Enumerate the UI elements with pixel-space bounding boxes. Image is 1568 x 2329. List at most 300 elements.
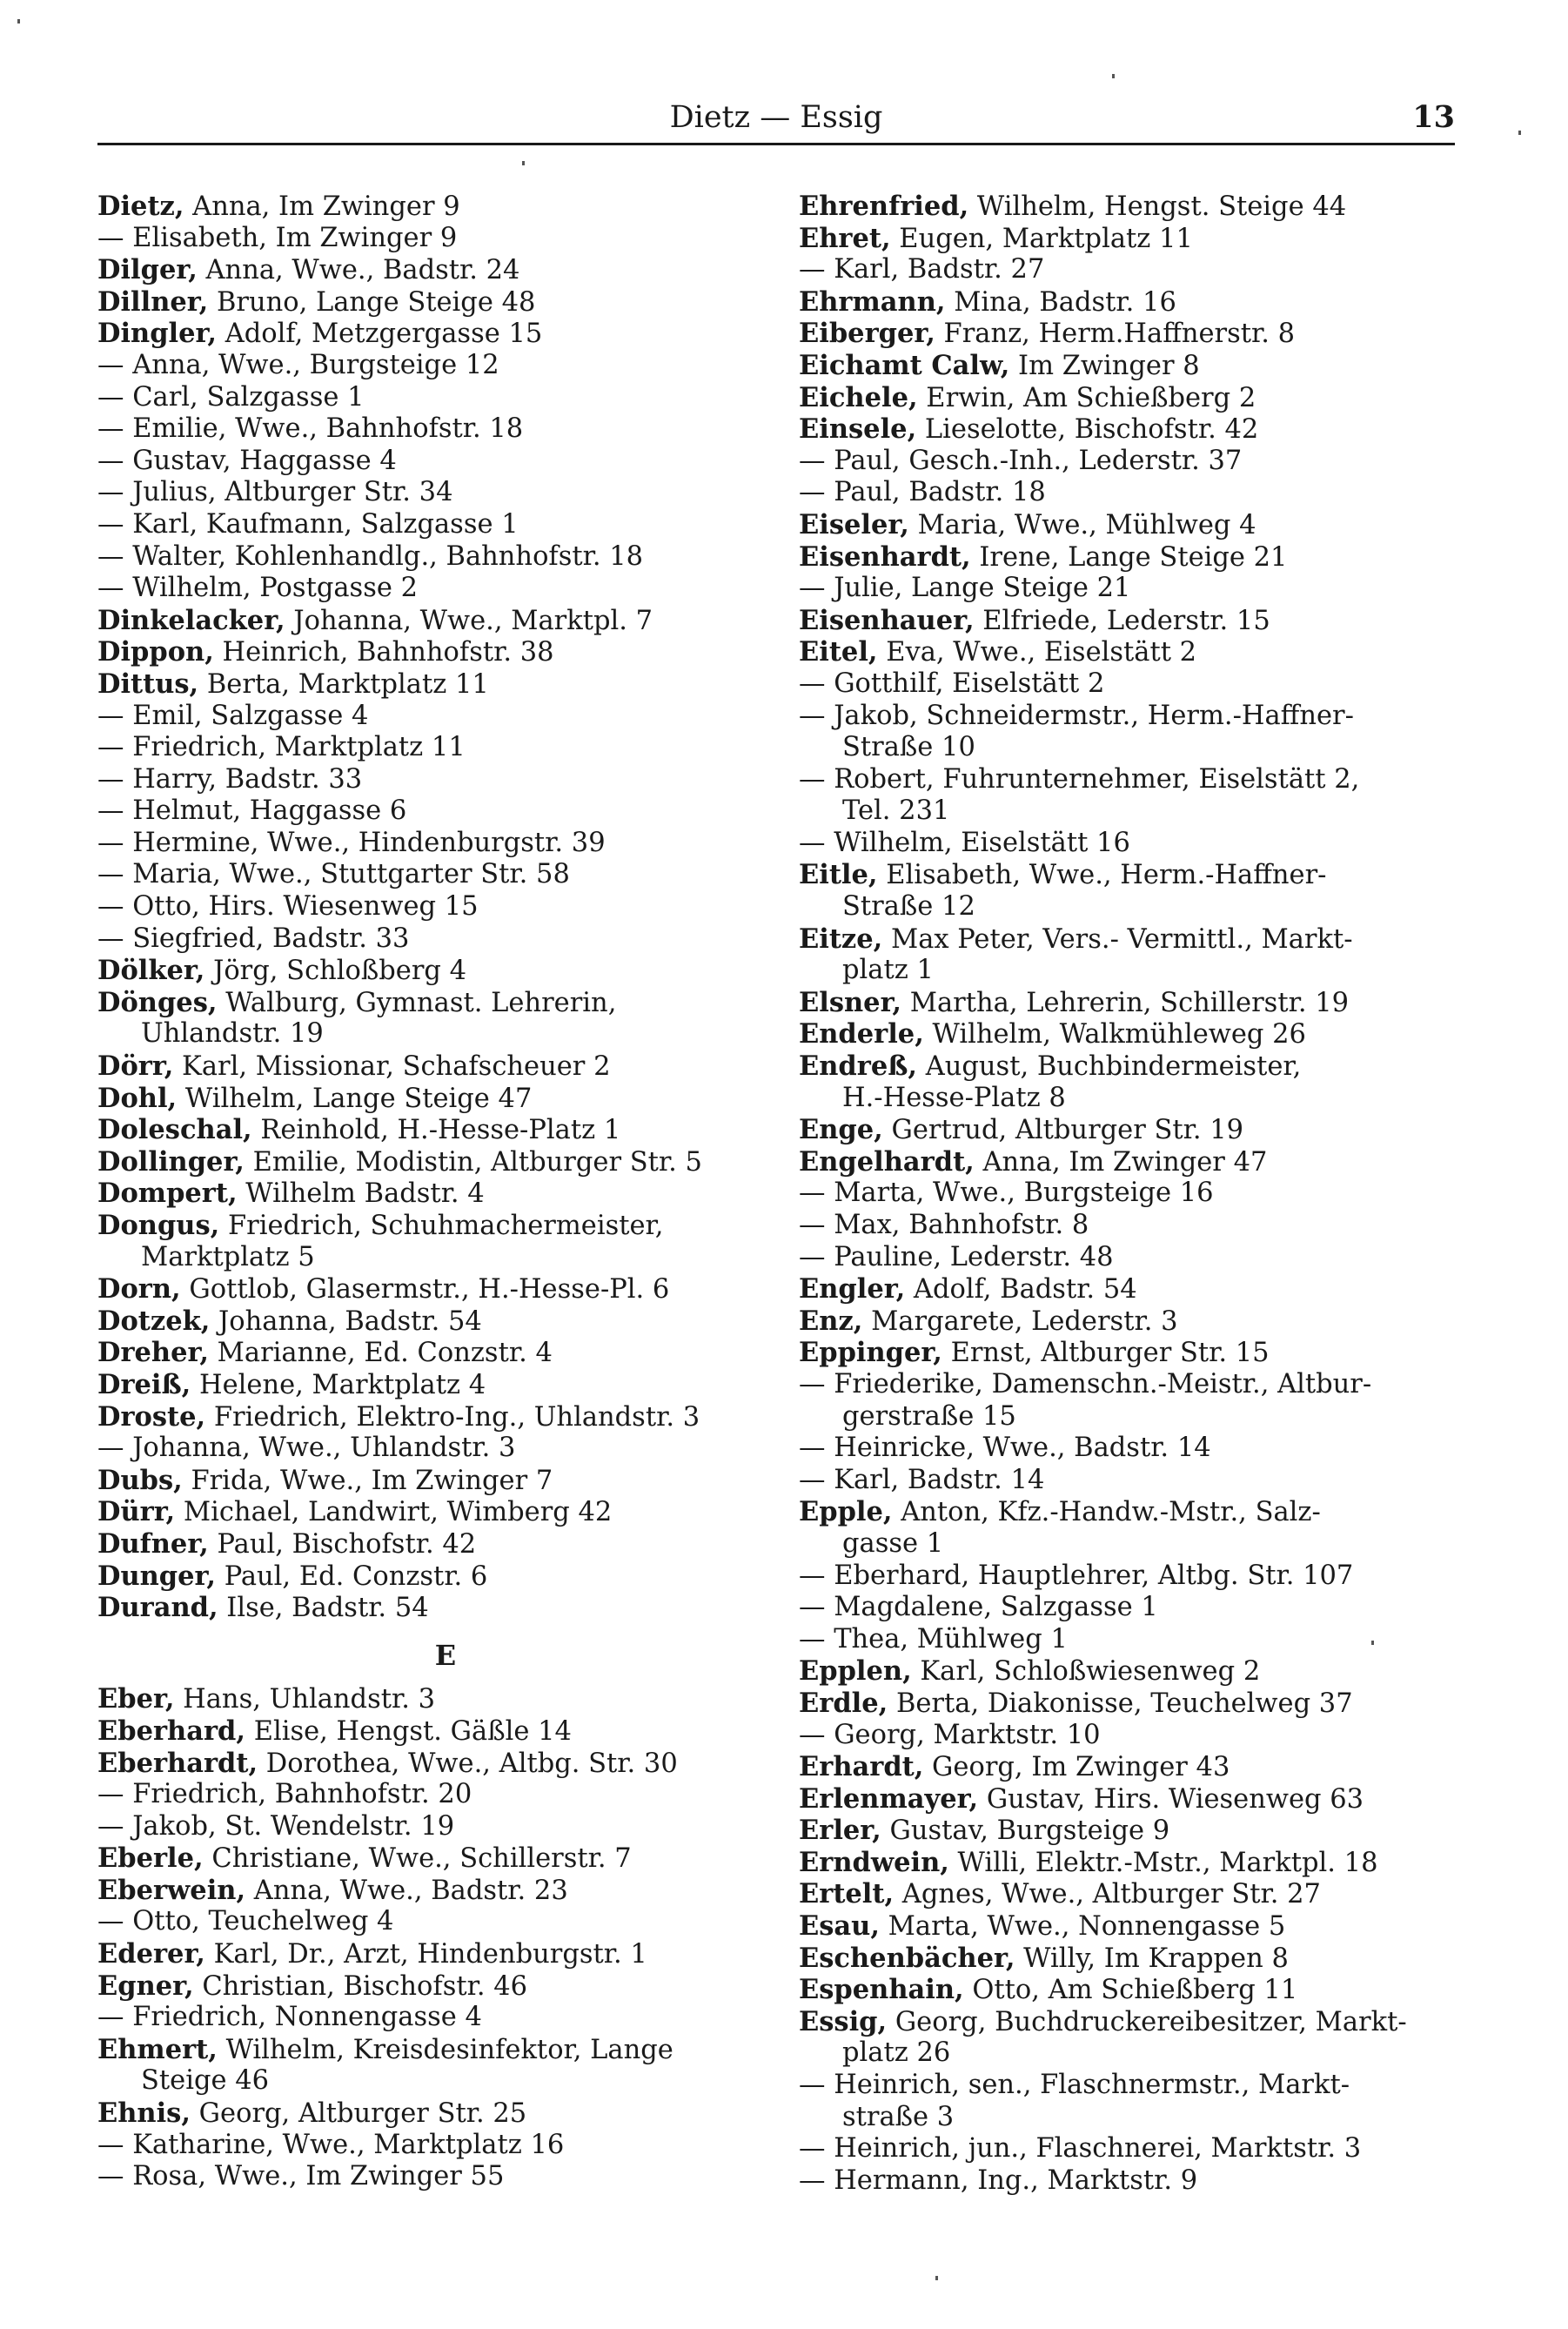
directory-entry-line (97, 955, 794, 987)
entry-details: — Heinrich, jun., Flaschnerei, Marktstr. 3 (799, 2133, 1362, 2165)
scan-speck (935, 2276, 938, 2280)
entry-surname: Dreiß, (97, 1368, 191, 1400)
entry-details: — Wilhelm, Eiselstätt 16 (799, 827, 1130, 858)
entry-details: — Karl, Badstr. 14 (799, 1464, 1045, 1495)
directory-entry-line (97, 701, 794, 733)
entry-details: — Gustav, Haggasse 4 (97, 445, 397, 476)
entry-details: Paul, Ed. Conzstr. 6 (216, 1560, 488, 1592)
entry-details: — Maria, Wwe., Stuttgarter Str. 58 (97, 859, 570, 890)
directory-entry-line (97, 573, 794, 605)
directory-entry-line (97, 2130, 794, 2162)
directory-entry-line (799, 2165, 1462, 2198)
entry-details: Christian, Bischofstr. 46 (193, 1970, 528, 2002)
entry-details: — Thea, Mühlweg 1 (799, 1623, 1068, 1654)
entry-surname: Eppinger, (799, 1337, 942, 1369)
entry-details: Frida, Wwe., Im Zwinger 7 (182, 1465, 553, 1496)
entry-details: — Gotthilf, Eiselstätt 2 (799, 668, 1105, 699)
directory-entry-line (97, 668, 794, 701)
entry-details: — Julie, Lange Steige 21 (799, 573, 1131, 604)
entry-surname: Droste, (97, 1400, 206, 1433)
entry-surname: Enz, (799, 1305, 863, 1337)
directory-entry-line (97, 1433, 794, 1465)
directory-entry-line (97, 987, 794, 1019)
right-column (799, 191, 1462, 2197)
directory-entry-line (799, 1751, 1462, 1783)
directory-entry-line (97, 477, 794, 509)
entry-details: — Wilhelm, Postgasse 2 (97, 573, 418, 604)
entry-details: — Harry, Badstr. 33 (97, 763, 363, 795)
directory-entry-line (799, 636, 1462, 668)
entry-details: — Georg, Marktstr. 10 (799, 1719, 1101, 1750)
directory-entry-line (799, 795, 1462, 828)
entry-details: — Helmut, Haggasse 6 (97, 795, 407, 827)
entry-surname: Eberhardt, (97, 1747, 258, 1779)
directory-entry-line (799, 1114, 1462, 1146)
entry-details: Marktplatz 5 (141, 1241, 315, 1272)
entry-details: Ilse, Badstr. 54 (218, 1593, 429, 1624)
directory-entry-line (799, 859, 1462, 891)
entry-surname: Eitle, (799, 859, 878, 891)
directory-entry-line (97, 1018, 794, 1050)
directory-entry-line (97, 1842, 794, 1875)
directory-entry-line (799, 1369, 1462, 1401)
directory-entry-line (97, 413, 794, 446)
directory-entry-line (799, 191, 1462, 223)
entry-details: — Anna, Wwe., Burgsteige 12 (97, 349, 499, 380)
directory-entry-line (97, 254, 794, 286)
entry-details: straße 3 (842, 2101, 955, 2132)
page-number: 13 (1412, 99, 1455, 135)
entry-details: Lieselotte, Bischofstr. 42 (916, 414, 1259, 446)
entry-surname: Erhardt, (799, 1751, 924, 1783)
entry-details: Wilhelm, Hengst. Steige 44 (968, 191, 1347, 222)
directory-entry-line (799, 732, 1462, 764)
scan-speck (1371, 1641, 1374, 1645)
entry-surname: Dufner, (97, 1527, 209, 1560)
directory-entry-line (799, 477, 1462, 509)
scan-speck (17, 19, 20, 23)
entry-surname: Eisenhardt, (799, 540, 971, 573)
directory-entry-line (97, 1970, 794, 2003)
entry-surname: Ehrmann, (799, 285, 946, 318)
directory-entry-line (97, 2097, 794, 2130)
entry-surname: Dönges, (97, 986, 218, 1018)
entry-surname: Dompert, (97, 1178, 238, 1210)
directory-entry-line (799, 1273, 1462, 1305)
directory-entry-line (799, 1528, 1462, 1560)
directory-entry-line (799, 350, 1462, 382)
entry-details: Christiane, Wwe., Schillerstr. 7 (203, 1843, 632, 1875)
entry-details: — Friedrich, Nonnengasse 4 (97, 2002, 482, 2033)
directory-entry-line (799, 1720, 1462, 1752)
entry-surname: Eberle, (97, 1842, 204, 1875)
entry-details: — Jakob, Schneidermstr., Herm.-Haffner- (799, 700, 1354, 731)
entry-surname: Eichamt Calw, (799, 349, 1010, 381)
entry-details: Georg, Altburger Str. 25 (190, 2098, 527, 2130)
entry-surname: Dohl, (97, 1082, 178, 1114)
entry-details: — Hermann, Ing., Marktstr. 9 (799, 2165, 1198, 2196)
entry-surname: Ehrenfried, (799, 191, 969, 222)
entry-surname: Erler, (799, 1815, 881, 1847)
directory-entry-line (799, 1560, 1462, 1593)
entry-details: Willi, Elektr.-Mstr., Marktpl. 18 (948, 1847, 1378, 1878)
entry-details: — Elisabeth, Im Zwinger 9 (97, 222, 458, 253)
directory-entry-line (799, 1974, 1462, 2006)
directory-entry-line (799, 223, 1462, 255)
entry-details: — Pauline, Lederstr. 48 (799, 1241, 1114, 1272)
directory-entry-line (97, 1683, 794, 1715)
directory-entry-line (799, 1624, 1462, 1656)
entry-details: — Heinrich, sen., Flaschnermstr., Markt- (799, 2070, 1350, 2101)
directory-entry-line (97, 1050, 794, 1083)
directory-entry-line (97, 1528, 794, 1560)
entry-surname: Eitze, (799, 923, 883, 955)
directory-entry-line (97, 1906, 794, 1938)
entry-details: Dorothea, Wwe., Altbg. Str. 30 (258, 1748, 678, 1779)
scan-speck (1112, 74, 1115, 78)
entry-details: Walburg, Gymnast. Lehrerin, (217, 987, 617, 1018)
entry-details: Jörg, Schloßberg 4 (204, 956, 467, 987)
entry-surname: Eiberger, (799, 318, 935, 350)
directory-entry-line (799, 1910, 1462, 1943)
entry-surname: Eber, (97, 1683, 175, 1715)
entry-details: Anna, Wwe., Badstr. 24 (197, 255, 520, 286)
directory-entry-line (799, 2006, 1462, 2038)
directory-entry-line (97, 1748, 794, 1780)
entry-details: Friedrich, Schuhmachermeister, (219, 1211, 664, 1241)
entry-surname: Eitel, (799, 636, 878, 668)
entry-surname: Dittus, (97, 668, 199, 700)
directory-entry-line (799, 1496, 1462, 1528)
directory-entry-line (799, 1465, 1462, 1497)
entry-details: — Friedrich, Bahnhofstr. 20 (97, 1779, 472, 1810)
directory-entry-line (97, 1465, 794, 1497)
entry-details: Maria, Wwe., Mühlweg 4 (908, 509, 1256, 540)
entry-details: — Emilie, Wwe., Bahnhofstr. 18 (97, 413, 524, 445)
directory-entry-line (799, 254, 1462, 286)
directory-entry-line (97, 1242, 794, 1274)
entry-details: Wilhelm Badstr. 4 (237, 1178, 485, 1210)
entry-surname: Essig, (799, 2005, 888, 2037)
entry-surname: Erlenmayer, (799, 1782, 979, 1815)
entry-surname: Dilger, (97, 254, 198, 286)
directory-entry-line (799, 1337, 1462, 1369)
directory-entry-line (799, 668, 1462, 701)
page-header (97, 94, 1455, 145)
entry-details: — Robert, Fuhrunternehmer, Eiselstätt 2, (799, 763, 1360, 795)
entry-details: Marta, Wwe., Nonnengasse 5 (879, 1911, 1286, 1943)
directory-entry-line (799, 541, 1462, 574)
entry-surname: Ehnis, (97, 2097, 191, 2130)
entry-details: Im Zwinger 8 (1009, 350, 1200, 381)
entry-details: Irene, Lange Steige 21 (970, 541, 1288, 573)
entry-surname: Epple, (799, 1496, 893, 1528)
directory-entry-line (97, 382, 794, 414)
entry-surname: Eichele, (799, 381, 918, 413)
entry-details: Tel. 231 (842, 795, 950, 827)
entry-details: Eugen, Marktplatz 11 (890, 223, 1193, 254)
entry-details: Gustav, Burgsteige 9 (881, 1816, 1170, 1847)
entry-surname: Dietz, (97, 191, 184, 222)
entry-details: Elise, Hengst. Gäßle 14 (245, 1715, 572, 1747)
entry-details: Uhlandstr. 19 (141, 1018, 324, 1050)
entry-surname: Eschenbächer, (799, 1942, 1015, 1974)
entry-surname: Dunger, (97, 1560, 216, 1592)
entry-surname: Espenhain, (799, 1974, 964, 2006)
entry-details: Anna, Wwe., Badstr. 23 (245, 1875, 568, 1906)
directory-entry-line (97, 1210, 794, 1242)
directory-entry-line (799, 891, 1462, 923)
entry-surname: Esau, (799, 1910, 880, 1943)
directory-entry-line (799, 2102, 1462, 2134)
directory-entry-line (97, 859, 794, 891)
entry-details: Heinrich, Bahnhofstr. 38 (213, 637, 554, 668)
directory-entry-line (799, 955, 1462, 987)
directory-entry-line (97, 795, 794, 828)
entry-details: Georg, Buchdruckereibesitzer, Markt- (887, 2006, 1407, 2037)
entry-details: Johanna, Wwe., Marktpl. 7 (285, 605, 653, 636)
entry-details: — Karl, Badstr. 27 (799, 254, 1045, 285)
entry-details: — Carl, Salzgasse 1 (97, 381, 365, 413)
entry-details: — Karl, Kaufmann, Salzgasse 1 (97, 508, 519, 540)
directory-entry-line (799, 573, 1462, 605)
directory-entry-line (97, 1592, 794, 1624)
directory-entry-line (97, 509, 794, 541)
entry-details: gerstraße 15 (842, 1400, 1016, 1432)
entry-surname: Ertelt, (799, 1878, 895, 1910)
entry-details: Straße 10 (842, 732, 975, 763)
directory-entry-line (97, 286, 794, 319)
directory-entry-line (97, 1496, 794, 1528)
directory-entry-line (799, 1783, 1462, 1816)
directory-entry-line (97, 2002, 794, 2034)
entry-details: — Katharine, Wwe., Marktplatz 16 (97, 2129, 565, 2160)
entry-details: Friedrich, Elektro-Ing., Uhlandstr. 3 (205, 1401, 700, 1433)
entry-surname: Dölker, (97, 955, 205, 987)
entry-details: Elfriede, Lederstr. 15 (974, 605, 1270, 636)
entry-details: — Paul, Gesch.-Inh., Lederstr. 37 (799, 445, 1243, 476)
entry-surname: Ehmert, (97, 2033, 218, 2065)
entry-details: gasse 1 (842, 1527, 944, 1559)
directory-entry-line (97, 636, 794, 668)
entry-details: E (434, 1638, 457, 1672)
entry-details: — Julius, Altburger Str. 34 (97, 477, 453, 508)
entry-details: Anna, Im Zwinger 47 (974, 1146, 1268, 1178)
directory-entry-line (97, 223, 794, 255)
entry-details: Adolf, Metzgergasse 15 (217, 319, 543, 350)
entry-details: — Eberhard, Hauptlehrer, Altbg. Str. 107 (799, 1560, 1354, 1591)
directory-entry-line (799, 1815, 1462, 1847)
entry-details: Emilie, Modistin, Altburger Str. 5 (244, 1146, 702, 1178)
entry-surname: Dreher, (97, 1337, 209, 1369)
entry-details: Anton, Kfz.-Handw.-Mstr., Salz- (892, 1497, 1321, 1528)
directory-entry-line (97, 1305, 794, 1338)
entry-details: platz 26 (842, 2037, 951, 2069)
directory-entry-line (799, 1592, 1462, 1624)
entry-details: Karl, Dr., Arzt, Hindenburgstr. 1 (204, 1939, 647, 1970)
entry-surname: Eberhard, (97, 1715, 245, 1747)
directory-entry-line (97, 923, 794, 956)
entry-details: Martha, Lehrerin, Schillerstr. 19 (901, 987, 1350, 1018)
entry-details: Michael, Landwirt, Wimberg 42 (175, 1497, 613, 1528)
entry-details: Marianne, Ed. Conzstr. 4 (208, 1338, 553, 1369)
entry-surname: Egner, (97, 1970, 194, 2002)
entry-details: Johanna, Badstr. 54 (210, 1305, 482, 1337)
directory-entry-line (97, 191, 794, 223)
entry-details: — Friederike, Damenschn.-Meistr., Altbur- (799, 1368, 1372, 1399)
directory-entry-line (97, 1146, 794, 1178)
directory-entry-line (799, 764, 1462, 796)
directory-entry-line (97, 1401, 794, 1433)
directory-entry-line (799, 1018, 1462, 1050)
entry-details: Berta, Diakonisse, Teuchelweg 37 (888, 1688, 1353, 1719)
entry-details: Steige 46 (141, 2065, 270, 2097)
entry-details: Bruno, Lange Steige 48 (208, 286, 536, 318)
entry-details: Franz, Herm.Haffnerstr. 8 (935, 319, 1296, 350)
entry-surname: Engelhardt, (799, 1145, 975, 1178)
directory-entry-line (799, 1401, 1462, 1433)
directory-entry-line (799, 2070, 1462, 2102)
entry-surname: Enderle, (799, 1018, 924, 1050)
directory-entry-line (97, 1178, 794, 1210)
directory-entry-line (799, 1083, 1462, 1115)
directory-entry-line (97, 2034, 794, 2066)
directory-entry-line (97, 1938, 794, 1970)
directory-entry-line (97, 2065, 794, 2097)
entry-surname: Dürr, (97, 1496, 176, 1528)
directory-entry-line (799, 2037, 1462, 2070)
entry-details: Adolf, Badstr. 54 (905, 1274, 1137, 1305)
entry-surname: Dotzek, (97, 1305, 211, 1337)
directory-entry-line (799, 286, 1462, 319)
directory-entry-line (97, 1560, 794, 1593)
entry-details: Mina, Badstr. 16 (945, 286, 1176, 318)
entry-surname: Dippon, (97, 636, 214, 668)
entry-surname: Dollinger, (97, 1145, 245, 1178)
directory-entry-line (97, 1337, 794, 1369)
directory-entry-line (799, 1847, 1462, 1879)
entry-details: — Emil, Salzgasse 4 (97, 700, 369, 731)
directory-entry-line (799, 701, 1462, 733)
entry-details: — Max, Bahnhofstr. 8 (799, 1210, 1089, 1240)
entry-details: — Johanna, Wwe., Uhlandstr. 3 (97, 1433, 516, 1464)
directory-entry-line (97, 1811, 794, 1843)
entry-details: Margarete, Lederstr. 3 (862, 1305, 1178, 1337)
entry-details: Wilhelm, Lange Steige 47 (177, 1083, 533, 1114)
entry-surname: Dorn, (97, 1273, 181, 1305)
entry-details: Eva, Wwe., Eiselstätt 2 (877, 637, 1197, 668)
directory-entry-line (799, 605, 1462, 637)
directory-entry-line (799, 923, 1462, 956)
entry-surname: Doleschal, (97, 1114, 252, 1146)
directory-entry-line (97, 1083, 794, 1115)
entry-surname: Enge, (799, 1114, 883, 1146)
entry-details: — Friedrich, Marktplatz 11 (97, 732, 466, 763)
directory-entry-line (97, 541, 794, 574)
directory-entry-line (97, 891, 794, 923)
entry-details: — Jakob, St. Wendelstr. 19 (97, 1810, 455, 1842)
directory-entry-line (799, 1655, 1462, 1688)
entry-details: Gertrud, Altburger Str. 19 (882, 1115, 1244, 1146)
entry-details: Georg, Im Zwinger 43 (923, 1752, 1230, 1783)
entry-surname: Erdle, (799, 1687, 888, 1719)
directory-entry-line (97, 828, 794, 860)
entry-details: — Siegfried, Badstr. 33 (97, 923, 410, 954)
directory-entry-line (799, 828, 1462, 860)
directory-entry-line (799, 1050, 1462, 1083)
directory-entry-line (97, 1273, 794, 1305)
entry-details: Anna, Im Zwinger 9 (184, 191, 460, 222)
entry-surname: Dongus, (97, 1210, 220, 1241)
entry-surname: Endreß, (799, 1050, 918, 1083)
entry-surname: Dörr, (97, 1050, 174, 1083)
directory-entry-line (97, 2161, 794, 2193)
directory-entry-line (799, 318, 1462, 350)
scan-speck (522, 161, 525, 165)
entry-details: — Marta, Wwe., Burgsteige 16 (799, 1178, 1214, 1209)
entry-surname: Dillner, (97, 285, 209, 318)
entry-details: Karl, Schloßwiesenweg 2 (911, 1656, 1261, 1688)
entry-details: — Rosa, Wwe., Im Zwinger 55 (97, 2161, 505, 2192)
entry-details: Gustav, Hirs. Wiesenweg 63 (978, 1783, 1364, 1815)
entry-details: platz 1 (842, 955, 934, 986)
directory-entry-line (97, 446, 794, 478)
entry-details: — Paul, Badstr. 18 (799, 477, 1046, 508)
entry-surname: Eiseler, (799, 508, 909, 540)
directory-entry-line (799, 1305, 1462, 1338)
section-letter (97, 1640, 794, 1672)
entry-details: H.-Hesse-Platz 8 (842, 1082, 1066, 1113)
entry-surname: Elsner, (799, 986, 902, 1018)
directory-entry-line (799, 509, 1462, 541)
entry-details: Wilhelm, Kreisdesinfektor, Lange (217, 2034, 673, 2065)
entry-details: — Hermine, Wwe., Hindenburgstr. 39 (97, 827, 606, 858)
entry-details: Hans, Uhlandstr. 3 (174, 1684, 436, 1715)
directory-entry-line (799, 987, 1462, 1019)
entry-surname: Eisenhauer, (799, 604, 975, 636)
directory-entry-line (97, 1715, 794, 1748)
directory-entry-line (97, 318, 794, 350)
directory-entry-line (799, 1178, 1462, 1210)
directory-entry-line (799, 1146, 1462, 1178)
directory-entry-line (97, 1369, 794, 1401)
directory-entry-line (799, 382, 1462, 414)
entry-details: Helene, Marktplatz 4 (191, 1369, 486, 1400)
directory-entry-line (97, 732, 794, 764)
directory-entry-line (799, 1242, 1462, 1274)
entry-details: — Magdalene, Salzgasse 1 (799, 1592, 1158, 1623)
entry-details: Straße 12 (842, 891, 975, 923)
entry-surname: Dubs, (97, 1464, 183, 1496)
entry-details: Reinhold, H.-Hesse-Platz 1 (251, 1115, 621, 1146)
entry-details: Elisabeth, Wwe., Herm.-Haffner- (877, 860, 1327, 891)
entry-details: — Heinricke, Wwe., Badstr. 14 (799, 1433, 1211, 1464)
entry-surname: Eberwein, (97, 1874, 246, 1906)
entry-surname: Erndwein, (799, 1846, 949, 1878)
entry-details: — Walter, Kohlenhandlg., Bahnhofstr. 18 (97, 540, 644, 572)
entry-surname: Engler, (799, 1273, 906, 1305)
entry-details: Karl, Missionar, Schafscheuer 2 (173, 1051, 611, 1083)
entry-details: — Otto, Teuchelweg 4 (97, 1906, 394, 1937)
entry-details: Berta, Marktplatz 11 (198, 668, 489, 700)
entry-details: Willy, Im Krappen 8 (1015, 1943, 1289, 1974)
header-title: Dietz — Essig (669, 100, 883, 135)
directory-entry-line (799, 1688, 1462, 1720)
directory-entry-line (799, 1210, 1462, 1242)
directory-entry-line (799, 1433, 1462, 1465)
scan-speck (1518, 131, 1521, 135)
entry-details: Erwin, Am Schießberg 2 (917, 382, 1256, 413)
